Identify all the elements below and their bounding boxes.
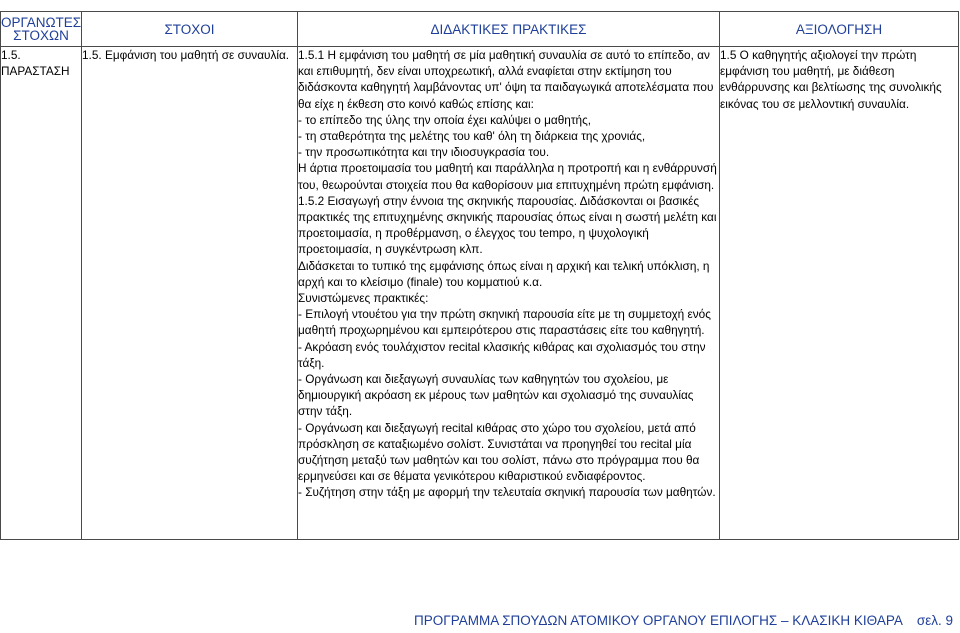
practice-subheading: Συνιστώμενες πρακτικές: bbox=[298, 291, 429, 306]
practices-cell bbox=[298, 47, 720, 540]
practice-bullet: - Συζήτηση στην τάξη με αφορμή την τελευταία σκηνική παρουσία των μαθητών. bbox=[298, 485, 716, 500]
curriculum-table bbox=[0, 11, 959, 540]
practice-paragraph: 1.5.2 Εισαγωγή στην έννοια της σκηνικής παρουσίας. Διδάσκονται οι βασικές πρακτικές της επιτυχημένης σκηνικής παρουσίας όπως είναι η σωστή μελέτη και προετοιμασία, η προθέρμανση, ο έλεγχος του tempo, η ψυχολογική προετοιμασία, η συγκέντρωση κλπ. bbox=[298, 193, 717, 257]
organizer-cell: 1.5. ΠΑΡΑΣΤΑΣΗ bbox=[1, 47, 82, 540]
header-assessment: ΑΞΙΟΛΟΓΗΣΗ bbox=[720, 12, 959, 47]
table-header-row bbox=[1, 12, 959, 47]
practice-bullet: - Επιλογή ντουέτου για την πρώτη σκηνική παρουσία είτε με τη συμμετοχή ενός μαθητή προχωρημένου και εμπειρότερου στις παραστάσεις είτε του καθηγητή. bbox=[298, 307, 711, 338]
practice-bullet: - το επίπεδο της ύλης την οποία έχει καλύψει ο μαθητής, bbox=[298, 112, 592, 127]
assessment-cell: 1.5 Ο καθηγητής αξιολογεί την πρώτη εμφάνιση του μαθητή, με διάθεση ενθάρρυνσης και βελτίωσης της συνολικής εικόνας του σε μελλοντική συναυλία. bbox=[720, 47, 959, 540]
goal-cell: 1.5. Εμφάνιση του μαθητή σε συναυλία. bbox=[82, 47, 298, 540]
practice-bullet: - Οργάνωση και διεξαγωγή συναυλίας των καθηγητών του σχολείου, με δημιουργική ακρόαση εκ μέρους των μαθητών και σχολιασμό της συναυλίας στην τάξη. bbox=[298, 372, 694, 419]
practice-bullet: - την προσωπικότητα και την ιδιοσυγκρασία του. bbox=[298, 145, 550, 160]
footer-program-title: ΠΡΟΓΡΑΜΜΑ ΣΠΟΥΔΩΝ ΑΤΟΜΙΚΟΥ ΟΡΓΑΝΟΥ ΕΠΙΛΟΓΗΣ – ΚΛΑΣΙΚΗ ΚΙΘΑΡΑ bbox=[414, 613, 903, 628]
practice-bullet: - Οργάνωση και διεξαγωγή recital κιθάρας στο χώρο του σχολείου, μετά από πρόσκληση σε καταξιωμένο σολίστ. Συνιστάται να προηγηθεί του recital μία συζήτηση μεταξύ των μαθητών και του σολίστ, πάνω στο πρόγραμμα που θα ερμηνεύσει και σε θέματα γενικότερου κιθαριστικού ενδιαφέροντος. bbox=[298, 420, 700, 484]
practice-bullet: - τη σταθερότητα της μελέτης του καθ' όλη τη διάρκεια της χρονιάς, bbox=[298, 129, 646, 144]
practice-paragraph: Η άρτια προετοιμασία του μαθητή και παράλληλα η προτροπή και η ενθάρρυνσή του, θεωρούνται στοιχεία που θα καθορίσουν μια επιτυχημένη πρώτη εμφάνιση. bbox=[298, 161, 717, 192]
table-row bbox=[1, 47, 959, 540]
header-goal-organizers: ΟΡΓΑΝΩΤΕΣ ΣΤΟΧΩΝ bbox=[1, 12, 82, 47]
header-goals: ΣΤΟΧΟΙ bbox=[82, 12, 298, 47]
page-number: σελ. 9 bbox=[916, 613, 953, 628]
page-footer bbox=[414, 613, 953, 628]
header-teaching-practices: ΔΙΔΑΚΤΙΚΕΣ ΠΡΑΚΤΙΚΕΣ bbox=[298, 12, 720, 47]
practice-bullet: - Ακρόαση ενός τουλάχιστον recital κλασικής κιθάρας και σχολιασμός του στην τάξη. bbox=[298, 339, 706, 370]
practice-paragraph: 1.5.1 Η εμφάνιση του μαθητή σε μία μαθητική συναυλία σε αυτό το επίπεδο, αν και επιθυμητή, δεν είναι υποχρεωτική, αλλά εναφίεται στην εκτίμηση του διδάσκοντα καθηγητή λαμβάνοντας υπ' όψη τα παιδαγωγικά αποτελέσματα που θα είχε η έκθεση στο κοινό καθώς επίσης και: bbox=[298, 48, 714, 111]
practice-paragraph: Διδάσκεται το τυπικό της εμφάνισης όπως είναι η αρχική και τελική υπόκλιση, η αρχή και το κλείσιμο (finale) του κομματιού κ.α. bbox=[298, 258, 710, 289]
